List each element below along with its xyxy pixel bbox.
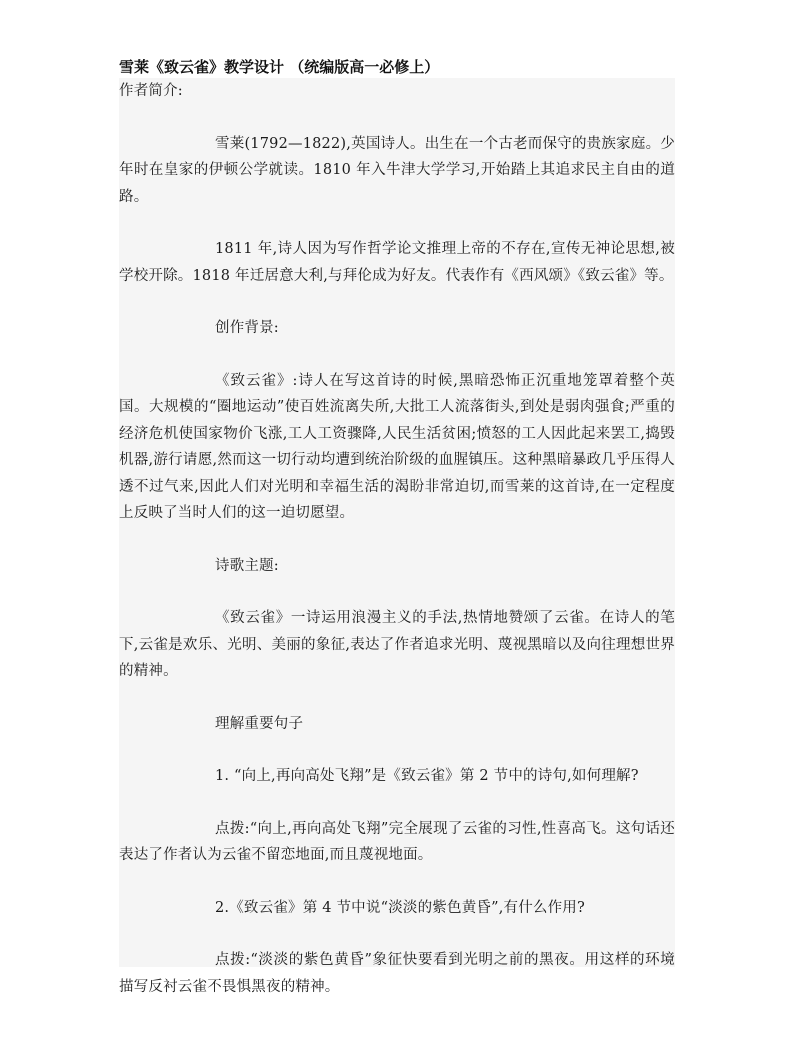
document-title: 雪莱《致云雀》教学设计 （统编版高一必修上） xyxy=(119,58,440,76)
paragraph-author-bio-2: 1811 年,诗人因为写作哲学论文推理上帝的不存在,宣传无神论思想,被学校开除。1818 年迁居意大利,与拜伦成为好友。代表作有《西风颂》《致云雀》等。 xyxy=(119,241,675,284)
paragraph-theme: 《致云雀》一诗运用浪漫主义的手法,热情地赞颂了云雀。在诗人的笔下,云雀是欢乐、光明、美丽的象征,表达了作者追求光明、蔑视黑暗以及向往理想世界的精神。 xyxy=(119,610,675,679)
section-label-background: 创作背景: xyxy=(215,320,279,336)
section-label-key-sentences: 理解重要句子 xyxy=(215,715,304,732)
paragraph-background: 《致云雀》:诗人在写这首诗的时候,黑暗恐怖正沉重地笼罩着整个英国。大规模的“圈地运动”使百姓流离失所,大批工人流落街头,到处是弱肉强食;严重的经济危机使国家物价飞涨,工人工资骤降,人民生活贫困;愤怒的工人因此起来罢工,捣毁机器,游行请愿,然而这一切行动均遭到统治阶级的血腥镇压。这种黑暗暴政几乎压得人透不过气来,因此人们对光明和幸福生活的渴盼非常迫切,而雪莱的这首诗,在一定程度上反映了当时人们的这一迫切愿望。 xyxy=(119,372,675,521)
question-1: 1. “向上,再向高处飞翔”是《致云雀》第 2 节中的诗句,如何理解? xyxy=(215,768,639,784)
question-2: 2.《致云雀》第 4 节中说“淡淡的紫色黄昏”,有什么作用? xyxy=(215,899,585,916)
section-label-author: 作者简介: xyxy=(119,83,183,99)
answer-1: 点拨:“向上,再向高处飞翔”完全展现了云雀的习性,性喜高飞。这句话还表达了作者认为云雀不留恋地面,而且蔑视地面。 xyxy=(119,820,675,863)
section-label-theme: 诗歌主题: xyxy=(215,557,279,574)
document-body xyxy=(119,78,675,995)
paragraph-author-bio-1: 雪莱(1792—1822),英国诗人。出生在一个古老而保守的贵族家庭。少年时在皇家的伊顿公学就读。1810 年入牛津大学学习,开始踏上其追求民主自由的道路。 xyxy=(119,135,675,205)
answer-2: 点拨:“淡淡的紫色黄昏”象征快要看到光明之前的黑夜。用这样的环境描写反衬云雀不畏惧黑夜的精神。 xyxy=(119,952,675,995)
